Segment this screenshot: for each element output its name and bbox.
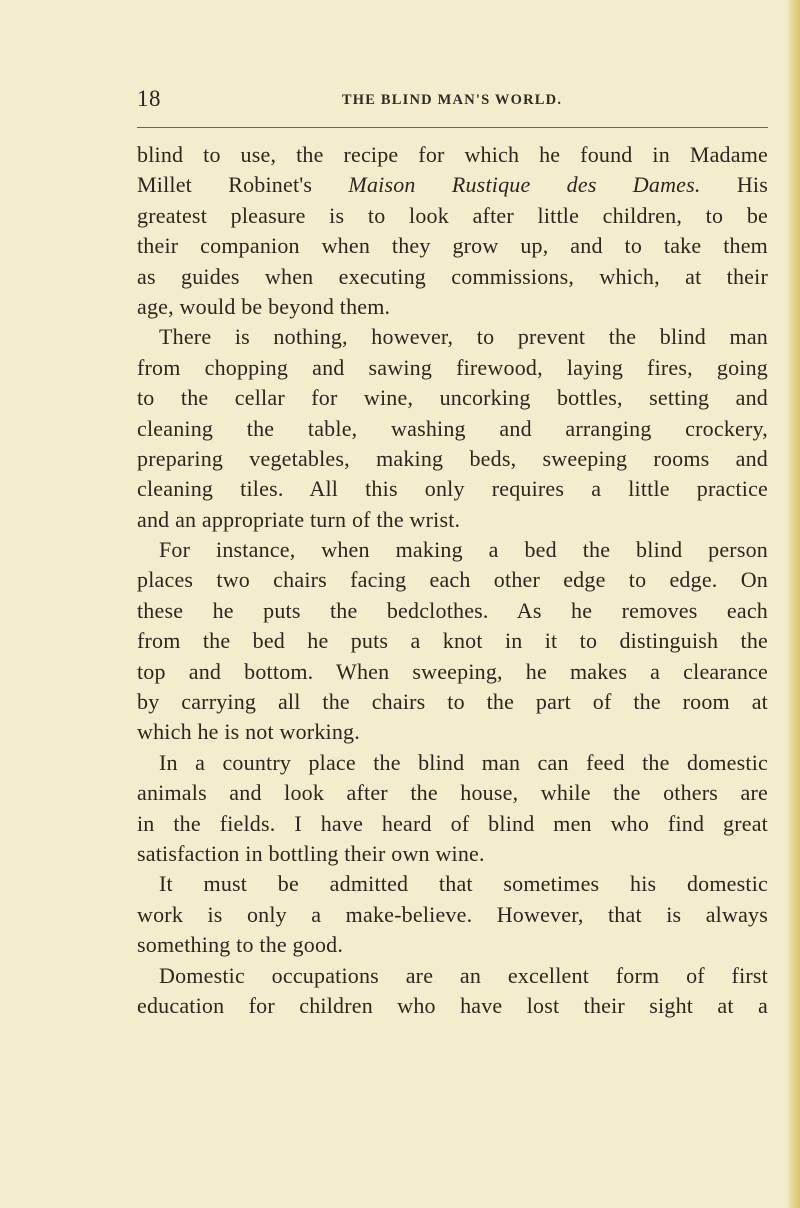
- text-line: satisfaction in bottling their own wine.: [137, 840, 485, 866]
- body-text: [137, 140, 768, 1021]
- text-line: greatest pleasure is to look after little children, to be: [137, 202, 768, 228]
- text-line: from chopping and sawing firewood, laying fires, going: [137, 354, 768, 380]
- text-line: as guides when executing commissions, which, at their: [137, 263, 768, 289]
- header-rule: [137, 127, 768, 128]
- text-line: places two chairs facing each other edge to edge. On: [137, 567, 768, 593]
- page-header: [137, 84, 767, 114]
- text-line: to the cellar for wine, uncorking bottles, setting and: [137, 385, 768, 411]
- text-line: something to the good.: [137, 932, 344, 958]
- paragraph-6: [137, 961, 768, 1022]
- text-line-with-title: [137, 170, 768, 200]
- paragraph-1: [137, 140, 768, 322]
- text-line: In a country place the blind man can feed the domestic: [159, 749, 768, 775]
- text-line: Domestic occupations are an excellent form of first: [159, 962, 768, 988]
- text-line: by carrying all the chairs to the part of the room at: [137, 689, 768, 715]
- text-line: and an appropriate turn of the wrist.: [137, 506, 461, 532]
- text-line: There is nothing, however, to prevent the blind man: [159, 324, 768, 350]
- text-fragment: His: [736, 172, 769, 198]
- text-line: these he puts the bedclothes. As he removes each: [137, 597, 768, 623]
- text-line: top and bottom. When sweeping, he makes a clearance: [137, 658, 768, 684]
- page-number: 18: [137, 86, 161, 111]
- text-line: It must be admitted that sometimes his domestic: [159, 871, 768, 897]
- text-line: preparing vegetables, making beds, sweeping rooms and: [137, 445, 768, 471]
- text-line: from the bed he puts a knot in it to distinguish the: [137, 628, 768, 654]
- text-line: blind to use, the recipe for which he found in Madame: [137, 142, 768, 167]
- text-line: which he is not working.: [137, 719, 360, 745]
- paragraph-5: [137, 869, 768, 960]
- paragraph-3: [137, 535, 768, 748]
- text-line: education for children who have lost their sight at a: [137, 992, 768, 1018]
- text-line: animals and look after the house, while the others are: [137, 780, 768, 806]
- book-title: Maison Rustique des Dames.: [348, 172, 701, 198]
- text-line: For instance, when making a bed the blind person: [159, 537, 768, 563]
- text-line: work is only a make-believe. However, that is always: [137, 901, 768, 927]
- running-head: THE BLIND MAN'S WORLD.: [341, 92, 563, 108]
- text-fragment: Millet Robinet's: [137, 172, 313, 198]
- paragraph-2: [137, 322, 768, 535]
- text-line: age, would be beyond them.: [137, 293, 391, 319]
- page-edge-shadow: [786, 0, 800, 1208]
- text-line: their companion when they grow up, and to take them: [137, 233, 768, 259]
- paragraph-4: [137, 748, 768, 870]
- text-line: cleaning the table, washing and arranging crockery,: [137, 415, 768, 441]
- text-line: in the fields. I have heard of blind men who find great: [137, 810, 768, 836]
- text-line: cleaning tiles. All this only requires a little practice: [137, 476, 768, 502]
